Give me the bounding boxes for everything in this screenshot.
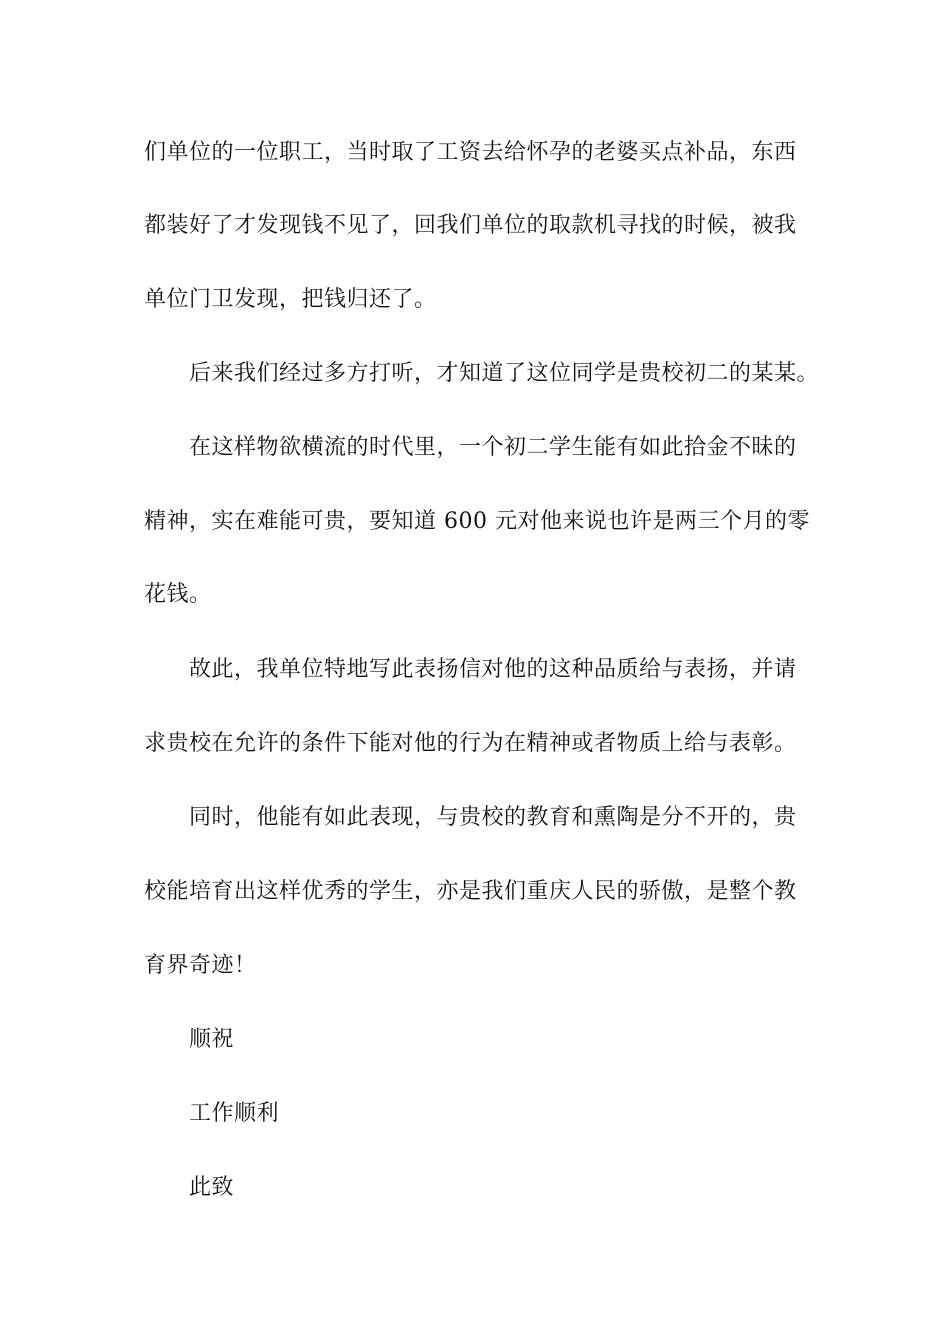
text-line: 校能培育出这样优秀的学生，亦是我们重庆人民的骄傲，是整个教: [144, 879, 797, 904]
text-line: 单位门卫发现，把钱归还了。: [144, 287, 437, 312]
text-line: 都装好了才发现钱不见了，回我们单位的取款机寻找的时候，被我: [144, 213, 797, 238]
text-line: 求贵校在允许的条件下能对他的行为在精神或者物质上给与表彰。: [144, 731, 797, 756]
text-line: 育界奇迹！: [144, 953, 257, 978]
paragraph-start-line: 故此，我单位特地写此表扬信对他的这种品质给与表扬，并请: [189, 657, 797, 682]
text-line: 花钱。: [144, 582, 212, 607]
text-line: 精神，实在难能可贵，要知道 600 元对他来说也许是两三个月的零: [144, 509, 810, 534]
text-line: 们单位的一位职工，当时取了工资去给怀孕的老婆买点补品，东西: [144, 140, 797, 165]
paragraph-start-line: 在这样物欲横流的时代里，一个初二学生能有如此拾金不昧的: [189, 435, 797, 460]
paragraph-start-line: 同时，他能有如此表现，与贵校的教育和熏陶是分不开的，贵: [189, 805, 797, 830]
closing-salutation: 此致: [189, 1175, 235, 1200]
paragraph-start-line: 后来我们经过多方打听，才知道了这位同学是贵校初二的某某。: [189, 361, 820, 386]
closing-wish: 工作顺利: [189, 1101, 280, 1126]
closing-greeting: 顺祝: [189, 1027, 235, 1052]
